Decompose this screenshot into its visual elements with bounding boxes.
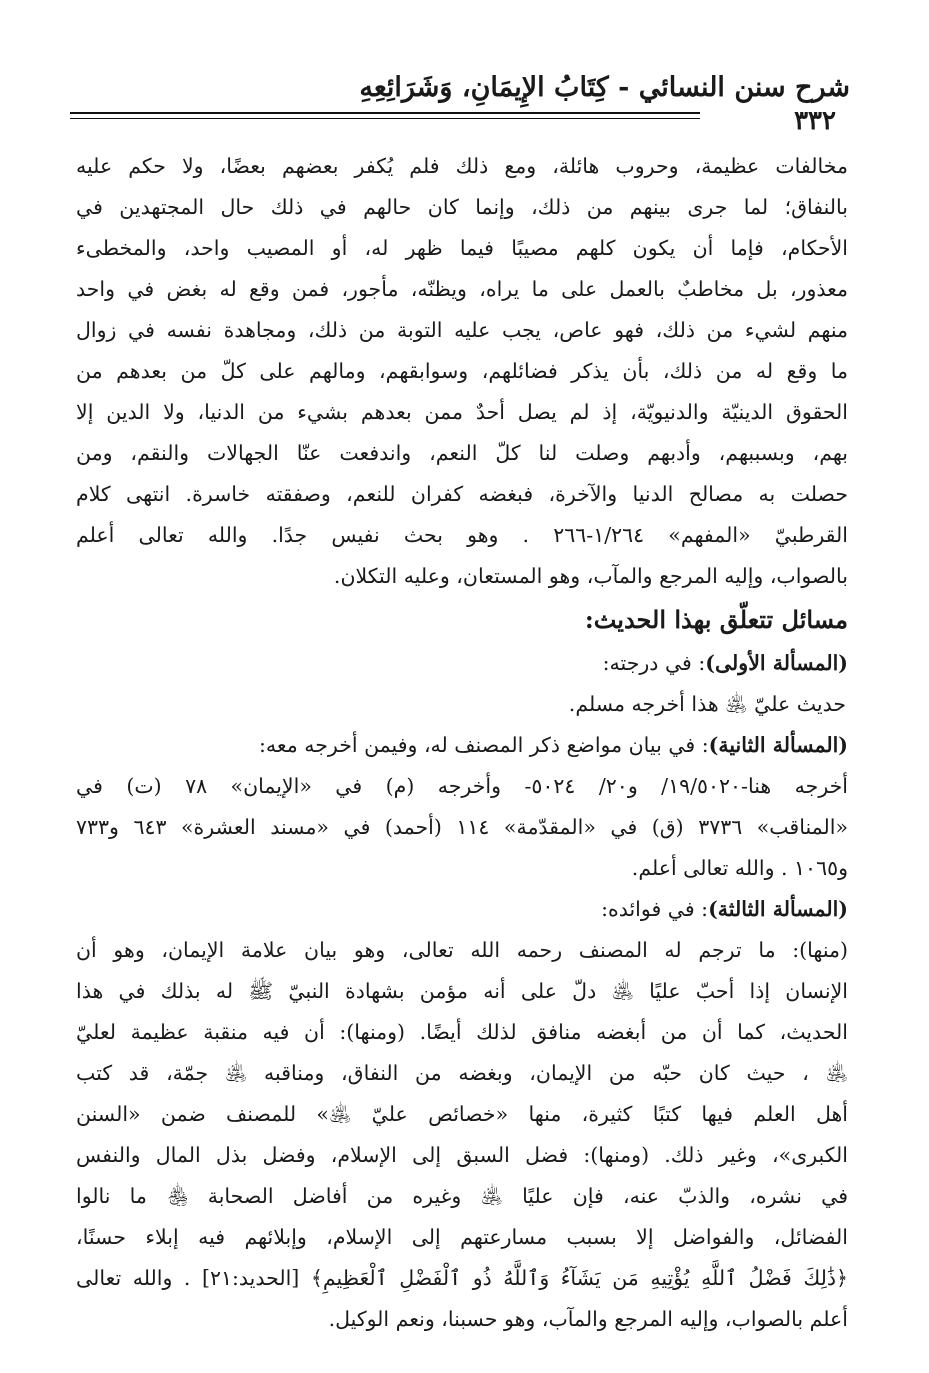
text-line: «المناقب» ٣٧٣٦ (ق) في «المقدّمة» ١١٤ (أحمد) في «مسند العشرة» ٦٤٣ و٧٣٣ [76, 815, 848, 839]
text-line: منهم لشيء من ذلك، فهو عاص، يجب عليه التوبة من ذلك، ومجاهدة نفسه في زوال [76, 318, 848, 342]
text-line: الفضائل، والفواضل إلا بسبب مسارعتهم إلى الإسلام، وإبلائهم فيه إبلاء حسنًا، [76, 1225, 848, 1249]
text-line: بهم، وبسببهم، وأدبهم وصلت لنا كلّ النعم، واندفعت عنّا الجهالات والنقم، ومن [76, 441, 848, 465]
running-title: شرح سنن النسائي - كِتَابُ الإِيمَانِ، وَشَرَائِعِهِ [359, 72, 850, 103]
issue-3-title: : في فوائده: [601, 897, 709, 921]
section-heading: مسائل تتعلّق بهذا الحديث: [584, 605, 848, 634]
issue-1-heading [76, 643, 848, 684]
text-line: بالصواب، وإليه المرجع والمآب، وهو المستعان، وعليه التكلان. [333, 564, 848, 588]
text-line: بالنفاق؛ لما جرى بينهم من ذلك، وإنما كان حالهم في ذلك حال المجتهدين في [76, 195, 848, 219]
text-line: الإنسان إذا أحبّ عليًا ﵁ دلّ على أنه مؤمن بشهادة النبيّ ﷺ له بذلك في هذا [76, 979, 848, 1003]
text-line: القرطبيّ «المفهم» ١/٢٦٤-٢٦٦ . وهو بحث نفيس جدًا. والله تعالى أعلم [76, 523, 848, 547]
text-line: أعلم بالصواب، وإليه المرجع والمآب، وهو حسبنا، ونعم الوكيل. [328, 1307, 848, 1331]
issue-3-heading [76, 889, 848, 930]
issue-3-label: (المسألة الثالثة) [708, 897, 848, 921]
issue-1-text: حديث عليّ ﵁ هذا أخرجه مسلم. [568, 692, 846, 716]
text-line: حصلت به مصالح الدنيا والآخرة، فبغضه كفران للنعم، وصفقته خاسرة. انتهى كلام [76, 482, 848, 506]
text-line: أخرجه هنا-١٩/٥٠٢٠/ و٢٠/ ٥٠٢٤- وأخرجه (م) في «الإيمان» ٧٨ (ت) في [76, 774, 848, 798]
text-line: مخالفات عظيمة، وحروب هائلة، ومع ذلك فلم يُكفر بعضهم بعضًا، ولا حكم عليه [76, 154, 848, 178]
issue-2-label: (المسألة الثانية) [708, 733, 848, 757]
issue-2-heading [76, 725, 848, 766]
text-line: أهل العلم فيها كتبًا كثيرة، منها «خصائص عليّ ﵁» للمصنف ضمن «السنن [76, 1102, 848, 1126]
issue-2-title: : في بيان مواضع ذكر المصنف له، وفيمن أخرجه معه: [258, 733, 709, 757]
page-number: ٣٣٢ [784, 106, 846, 136]
text-line: معذور، بل مخاطبٌ بالعمل على ما يراه، ويظنّه، مأجور، فمن وقع له بغض في واحد [76, 277, 848, 301]
text-line: في نشره، والذبّ عنه، فإن عليًا ﵁ وغيره من أفاضل الصحابة ﵃ ما نالوا [76, 1184, 848, 1208]
text-line: الحديث، كما أن من أبغضه منافق لذلك أيضًا. (ومنها): أن فيه منقبة عظيمة لعليّ [76, 1020, 848, 1044]
issue-1-title: : في درجته: [602, 651, 706, 675]
issue-1-label: (المسألة الأولى) [705, 651, 848, 675]
text-line: (منها): ما ترجم له المصنف رحمه الله تعالى، وهو بيان علامة الإيمان، وهو أن [76, 938, 848, 962]
text-line: الكبرى»، وغير ذلك. (ومنها): فضل السبق إلى الإسلام، وفضل بذل المال والنفس [76, 1143, 848, 1167]
text-line: و١٠٦٥ . والله تعالى أعلم. [631, 856, 848, 880]
text-line: ما وقع له من ذلك، بأن يذكر فضائلهم، وسوابقهم، ومالهم على كلّ من بعدهم من [76, 359, 848, 383]
text-line: الحقوق الدينيّة والدنيويّة، إذ لم يصل أحدٌ ممن بعدهم بشيء من الدنيا، ولا الدين إلا [76, 400, 848, 424]
text-line: الأحكام، فإما أن يكون كلهم مصيبًا فيما ظهر له، أو المصيب واحد، والمخطىء [76, 236, 848, 260]
quran-verse-line: ﴿ذَٰلِكَ فَضْلُ ٱللَّهِ يُؤْتِيهِ مَن يَشَآءُ وَٱللَّهُ ذُو ٱلْفَضْلِ ٱلْعَظِيمِ﴾ [الحديد:٢١] . والله تعالى [76, 1266, 848, 1290]
page-body [76, 146, 848, 1340]
text-line: ﵁ ، حيث كان حبّه من الإيمان، وبغضه من النفاق، ومناقبه ﵁ جمّة، قد كتب [76, 1061, 848, 1085]
page-header [70, 64, 850, 134]
